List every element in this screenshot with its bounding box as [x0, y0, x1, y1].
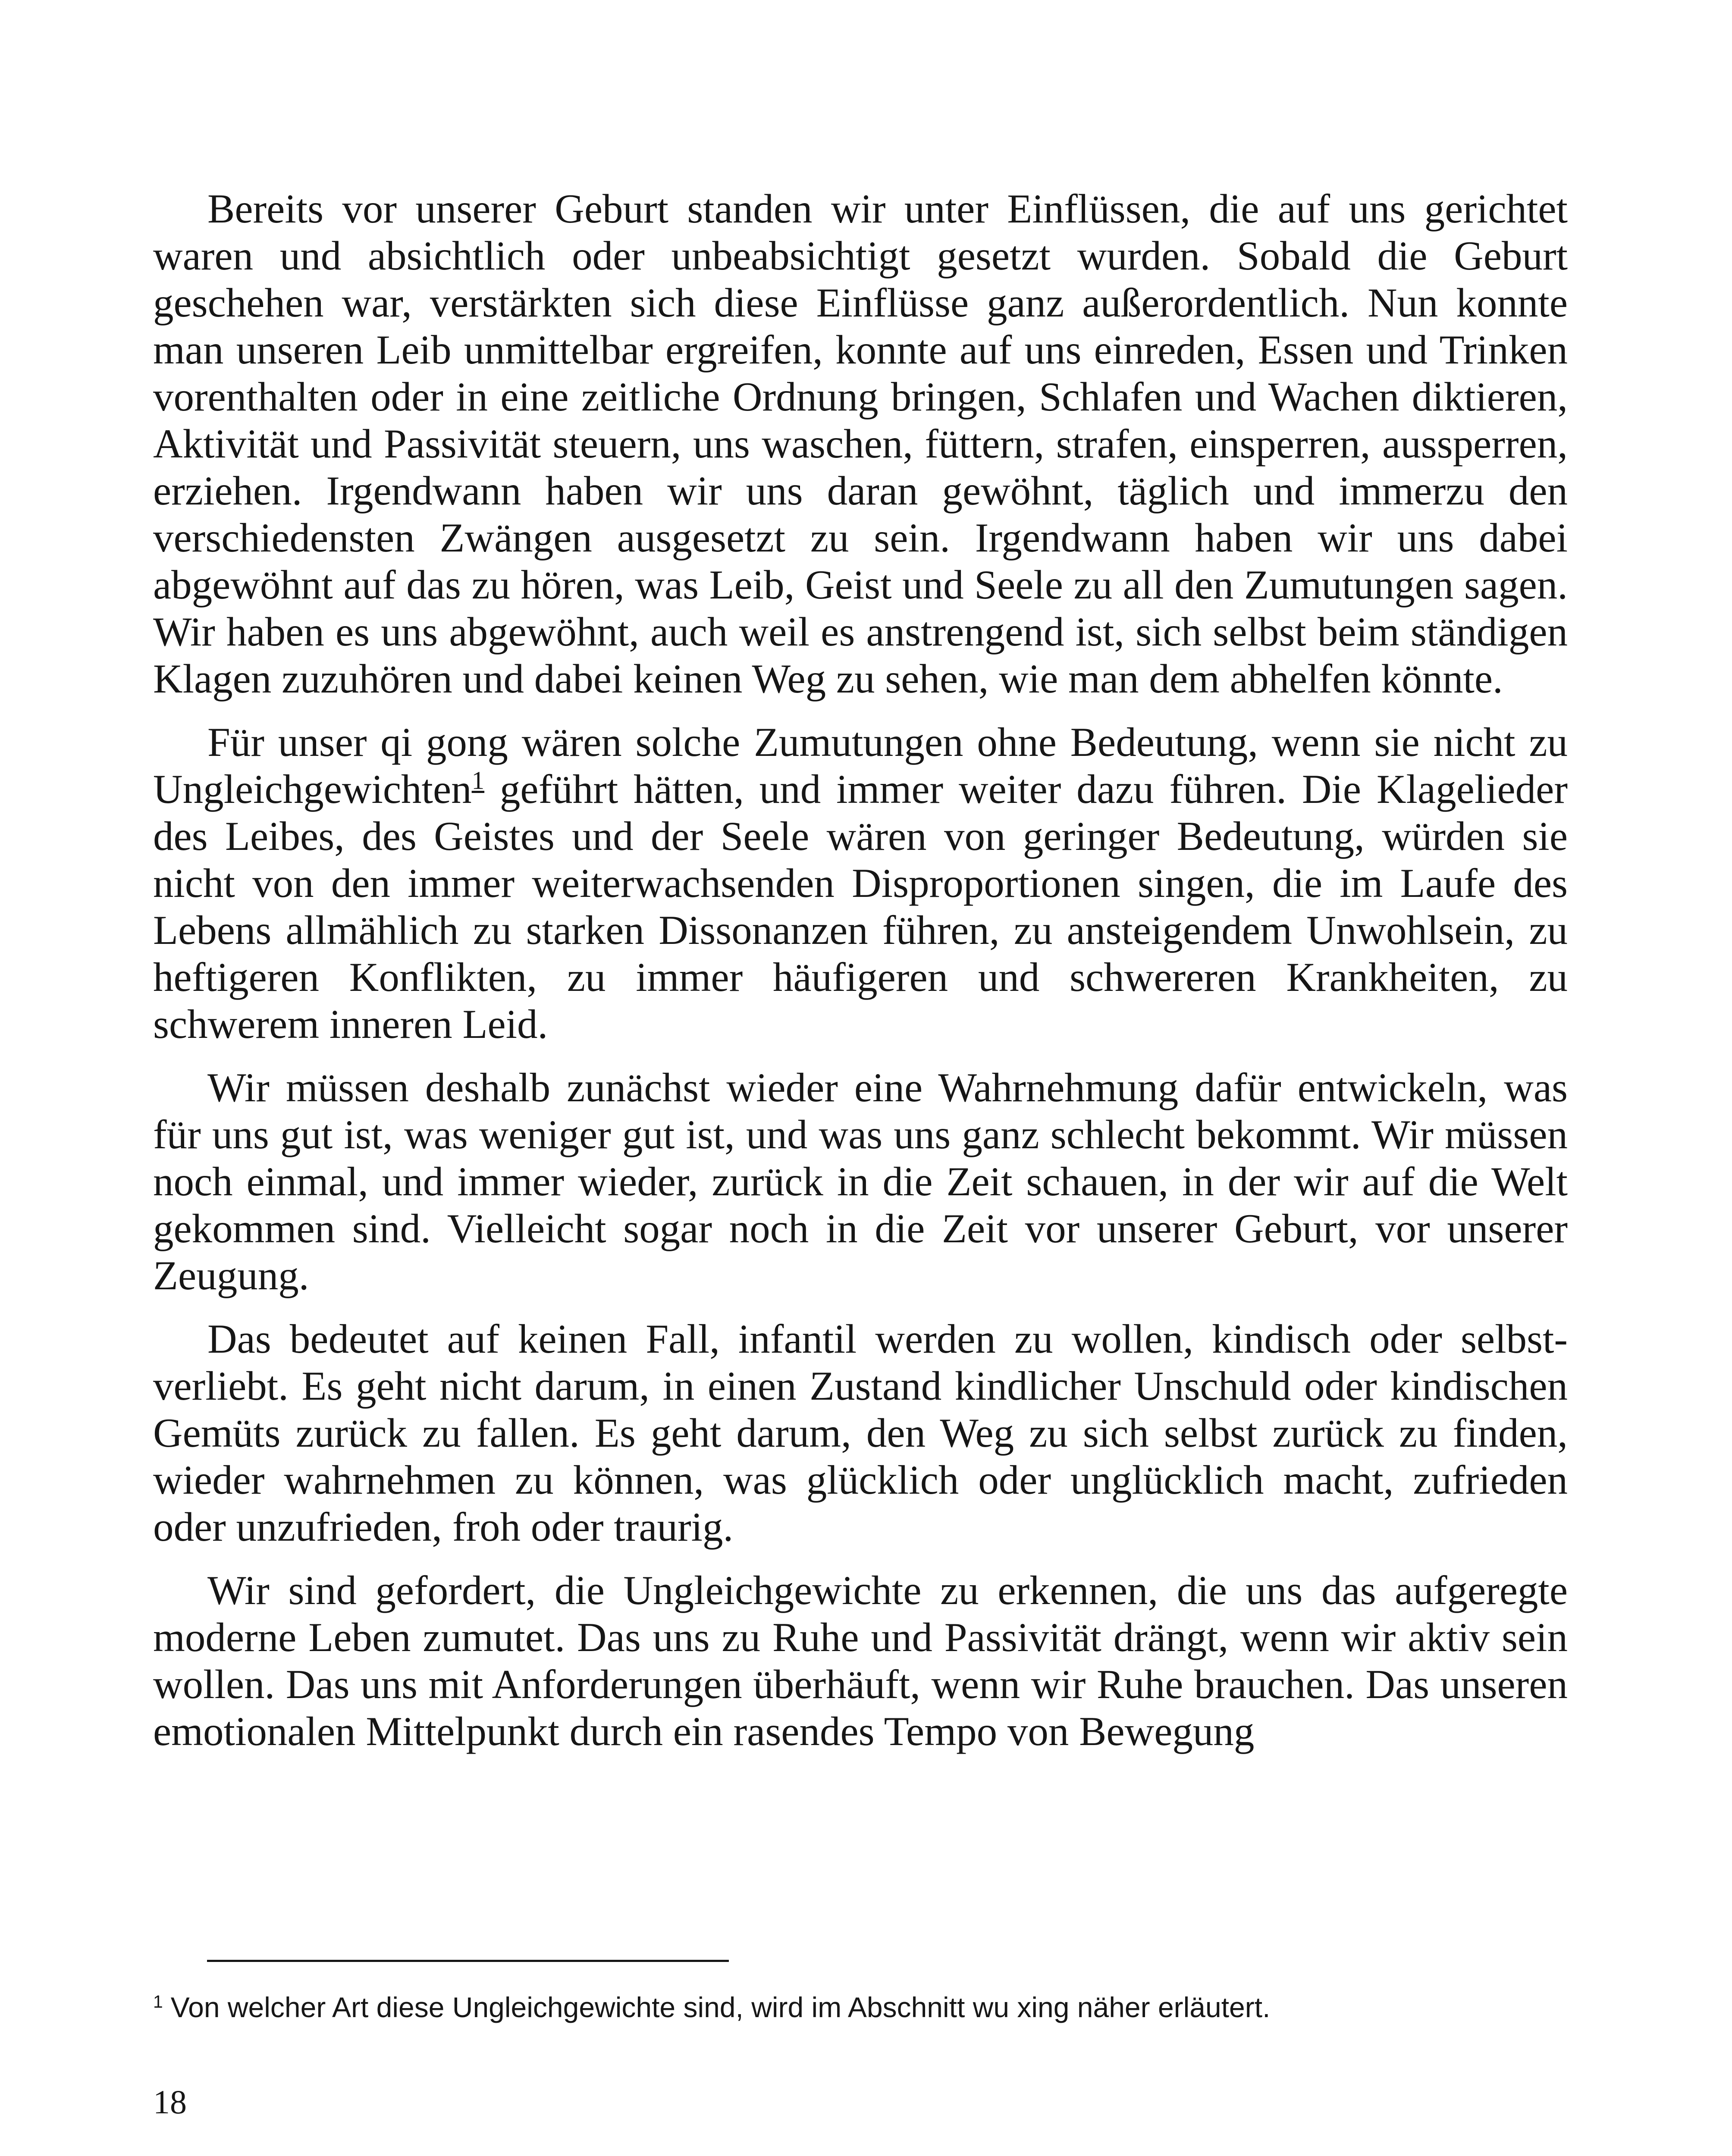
footnote-text: Von welcher Art diese Ungleichgewichte sind, wird im Abschnitt wu xing näher erläutert.: [170, 1991, 1271, 2023]
paragraph-2-text-before: Für unser qi gong wären solche Zumutungen ohne Bedeutung, wenn sie nicht zu Ungleichgewichten: [153, 719, 1568, 812]
footnote-reference-1[interactable]: 1: [471, 766, 485, 795]
paragraph-2: [153, 719, 1568, 1048]
paragraph-3: Wir müssen deshalb zunächst wieder eine Wahrnehmung dafür entwickeln, was für uns gut ist, was weniger gut ist, und was uns ganz schlecht bekommt. Wir müssen noch einmal, und immer wieder, zurück in die Zeit schauen, in der wir auf die Welt gekommen sind. Vielleicht sogar noch in die Zeit vor unserer Geburt, vor unserer Zeugung.: [153, 1065, 1568, 1298]
footnote-number: 1: [153, 1991, 163, 2012]
footnote-separator: [207, 1960, 729, 1962]
paragraph-4: Das bedeutet auf keinen Fall, infantil werden zu wollen, kindisch oder selbstverliebt. Es geht nicht darum, in einen Zustand kindlicher Unschuld oder kindischen Gemüts zurück zu fallen. Es geht darum, den Weg zu sich selbst zurück zu finden, wieder wahrnehmen zu können, was glücklich oder unglücklich macht, zufrieden oder unzufrieden, froh oder traurig.: [153, 1316, 1568, 1550]
paragraph-1: Bereits vor unserer Geburt standen wir unter Einflüssen, die auf uns gerichtet waren und absichtlich oder unbeabsichtigt gesetzt wurden. Sobald die Geburt geschehen war, verstärkten sich diese Einflüsse ganz außerordentlich. Nun konnte man unseren Leib unmittelbar ergreifen, konnte auf uns einreden, Essen und Trinken vorenthalten oder in eine zeitliche Ordnung bringen, Schlafen und Wachen diktieren, Aktivität und Passivität steuern, uns waschen, füttern, strafen, einsperren, aussperren, erziehen. Irgendwann haben wir uns daran gewöhnt, täglich und immerzu den verschiedensten Zwängen ausgesetzt zu sein. Irgendwann haben wir uns dabei abgewöhnt auf das zu hören, was Leib, Geist und Seele zu all den Zumutungen sagen. Wir haben es uns abgewöhnt, auch weil es anstrengend ist, sich selbst beim ständigen Klagen zuzuhören und dabei keinen Weg zu sehen, wie man dem abhelfen könnte.: [153, 186, 1568, 702]
page-number: 18: [153, 2083, 187, 2121]
footnote-1: [153, 1988, 1576, 2027]
paragraph-5: Wir sind gefordert, die Ungleichgewichte zu erkennen, die uns das aufgeregte moderne Leben zumutet. Das uns zu Ruhe und Passivität drängt, wenn wir aktiv sein wollen. Das uns mit Anforderungen überhäuft, wenn wir Ruhe brauchen. Das unseren emotionalen Mittelpunkt durch ein rasendes Tempo von Bewegung: [153, 1567, 1568, 1754]
paragraph-2-text-after: geführt hätten, und immer weiter dazu führen. Die Klagelieder des Leibes, des Geistes und der Seele wären von geringer Bedeutung, würden sie nicht von den immer weiterwachsenden Disproportionen singen, die im Laufe des Lebens allmählich zu starken Dissonanzen führen, zu ansteigendem Unwohlsein, zu heftigeren Konflikten, zu immer häufigeren und schwereren Krankheiten, zu schwerem inneren Leid.: [153, 766, 1568, 1047]
main-text: [153, 185, 1568, 1771]
